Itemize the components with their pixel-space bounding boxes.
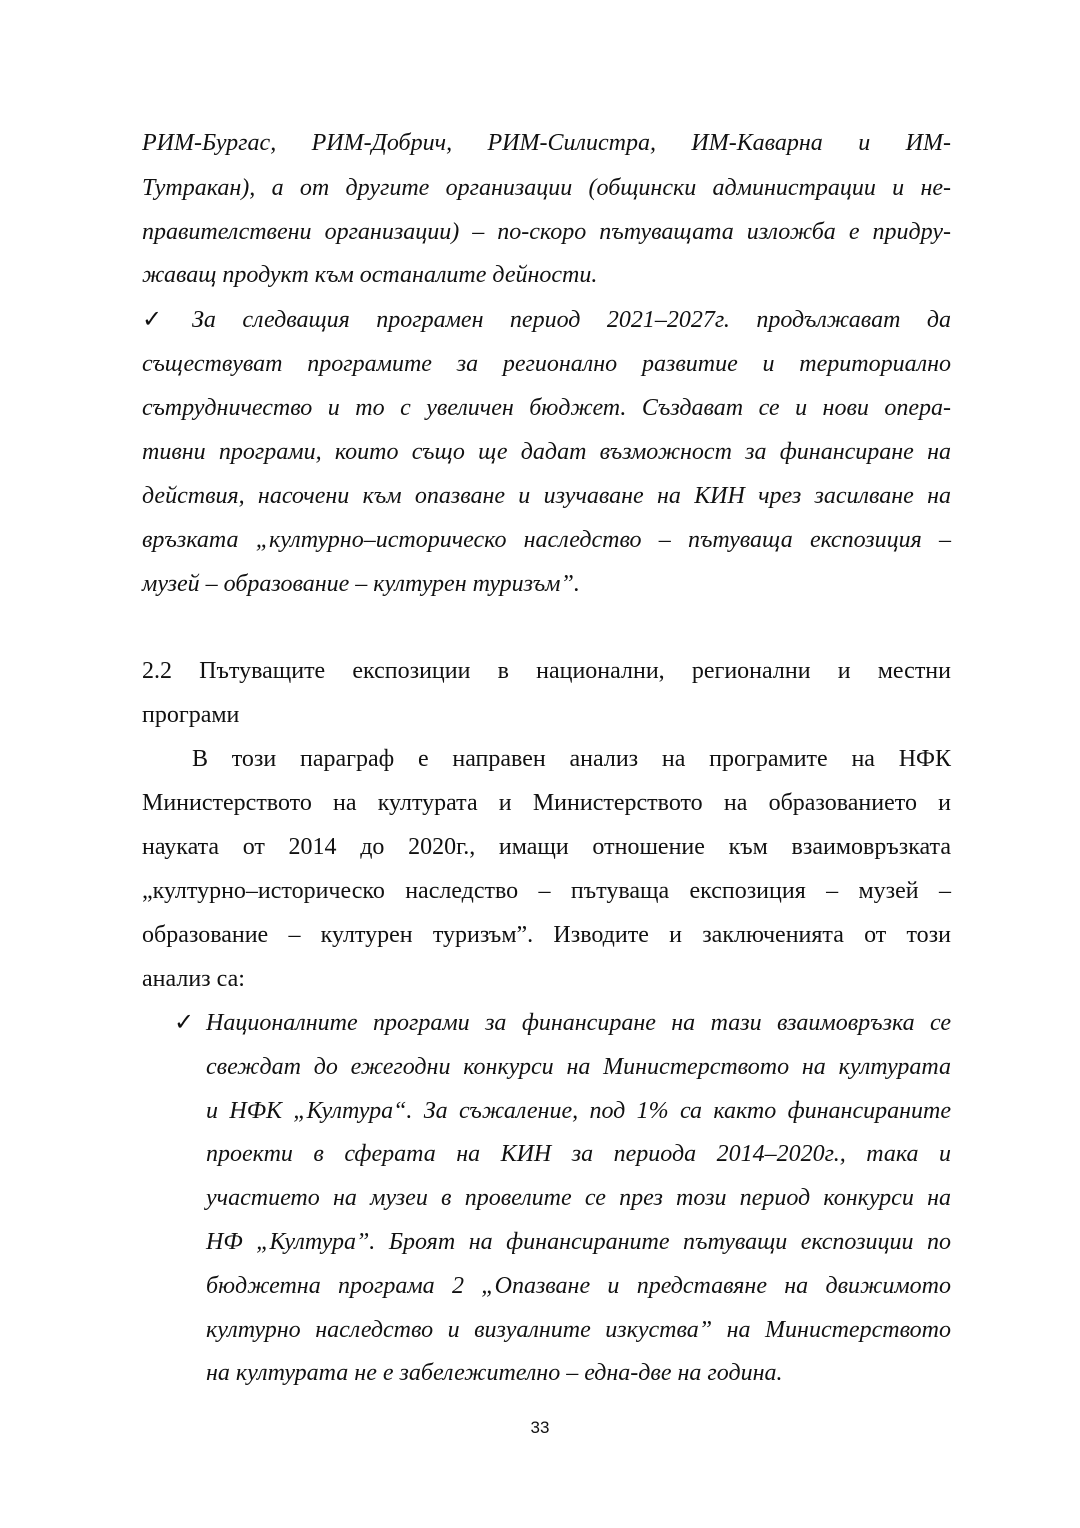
- text-line: културно наследство и визуалните изкуства” на Министерството: [206, 1317, 951, 1343]
- text-line: В този параграф е направен анализ на програмите на НФК: [192, 746, 951, 772]
- text-line: „културно–историческо наследство – пътуваща експозиция – музей –: [142, 878, 951, 904]
- text-line: образование – културен туризъм”. Изводите и заключенията от този: [142, 922, 951, 948]
- text-line: съществуват програмите за регионално развитие и териториално: [142, 351, 951, 377]
- text-line: правителствени организации) – по-скоро пътуващата изложба е придру-: [142, 219, 951, 245]
- text-line: бюджетна програма 2 „Опазване и представяне на движимото: [206, 1273, 951, 1299]
- text-line: проекти в сферата на КИН за периода 2014–2020г., така и: [206, 1141, 951, 1167]
- text-line: За следващия програмен период 2021–2027г. продължават да: [192, 307, 951, 333]
- text-line: участието на музеи в провелите се през този период конкурси на: [206, 1185, 951, 1211]
- text-line: Тутракан), а от другите организации (общински администрации и не-: [142, 175, 951, 201]
- page-number: 33: [530, 1418, 550, 1437]
- checkmark-icon: ✓: [174, 1008, 195, 1036]
- text-line: сътрудничество и то с увеличен бюджет. Създават се и нови опера-: [142, 395, 951, 421]
- text-line: свеждат до ежегодни конкурси на Министерството на културата: [206, 1054, 951, 1080]
- heading-line: програми: [142, 702, 240, 728]
- text-line: анализ са:: [142, 966, 245, 992]
- text-line: НФ „Култура”. Броят на финансираните пътуващи експозиции по: [206, 1229, 951, 1255]
- text-line: връзката „културно–историческо наследство – пътуваща експозиция –: [142, 527, 951, 553]
- checkmark-icon: ✓: [142, 305, 163, 333]
- text-line: и НФК „Култура“. За съжаление, под 1% са както финансираните: [206, 1098, 951, 1124]
- text-line: РИМ-Бургас, РИМ-Добрич, РИМ-Силистра, ИМ-Каварна и ИМ-: [142, 130, 951, 156]
- text-line: действия, насочени към опазване и изучаване на КИН чрез засилване на: [142, 483, 951, 509]
- text-line: Националните програми за финансиране на тази взаимовръзка се: [206, 1010, 951, 1036]
- text-line: музей – образование – културен туризъм”.: [142, 571, 580, 597]
- text-line: тивни програми, които също ще дадат възможност за финансиране на: [142, 439, 951, 465]
- text-line: Министерството на културата и Министерството на образованието и: [142, 790, 951, 816]
- text-line: науката от 2014 до 2020г., имащи отношение към взаимовръзката: [142, 834, 951, 860]
- heading-line: 2.2 Пътуващите експозиции в национални, регионални и местни: [142, 658, 951, 684]
- text-line: жаващ продукт към останалите дейности.: [142, 262, 598, 288]
- text-line: на културата не е забележително – една-две на година.: [206, 1360, 783, 1386]
